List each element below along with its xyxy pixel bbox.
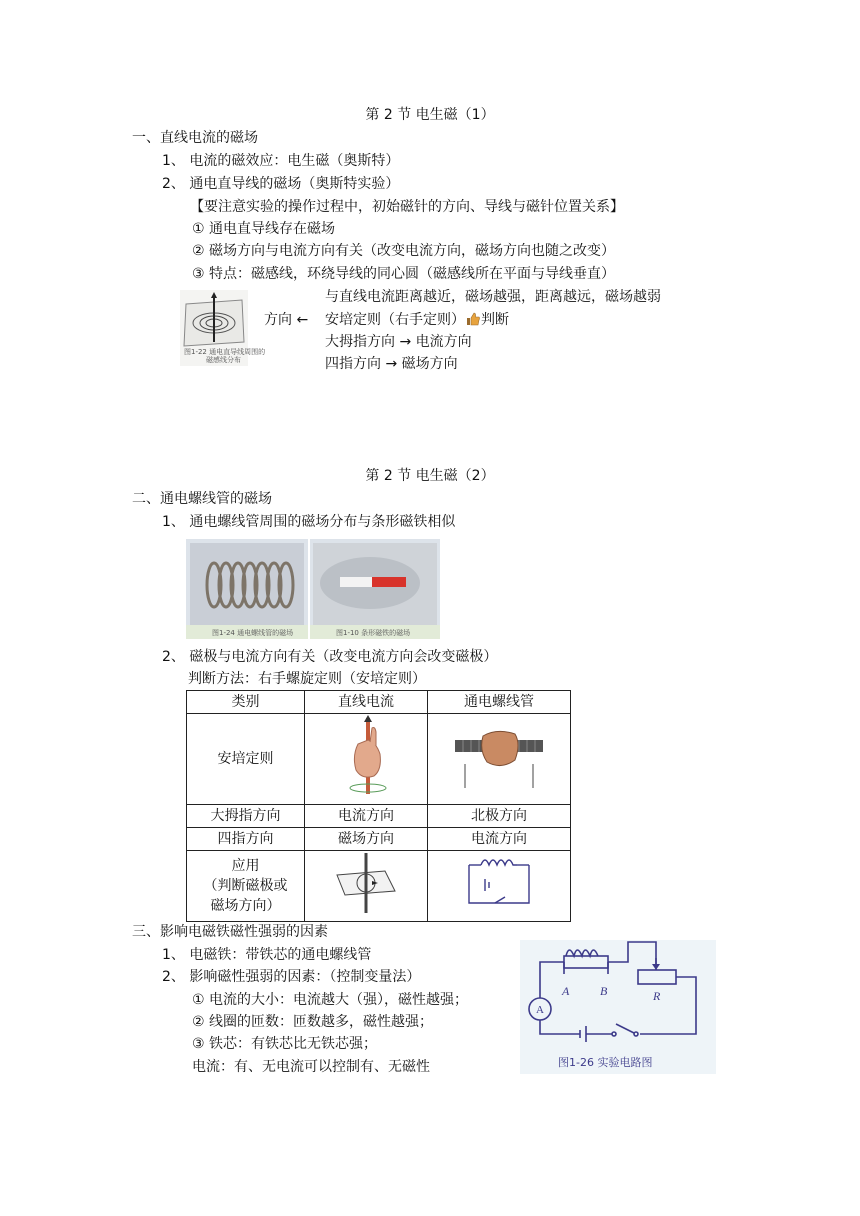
sub-point-3: ③ 特点：磁感线，环绕导线的同心圆（磁感线所在平面与导线垂直） xyxy=(192,266,615,282)
ampere-rule-table xyxy=(186,690,571,922)
figure-caption-line1: 图1-22 通电直导线周围的 xyxy=(184,348,266,356)
application-line-3: 磁场方向） xyxy=(210,898,281,914)
table-cell-application-label xyxy=(187,851,305,922)
table-cell-thumb-solenoid: 北极方向 xyxy=(428,805,571,828)
table-cell-app-wire xyxy=(305,851,428,922)
heading-solenoid: 二、通电螺线管的磁场 xyxy=(132,491,272,507)
table-cell-fingers-label: 四指方向 xyxy=(187,828,305,851)
factor-turns: ② 线圈的匝数：匝数越多，磁性越强； xyxy=(192,1014,433,1030)
current-control-note: 电流：有、无电流可以控制有、无磁性 xyxy=(192,1059,430,1075)
direction-label: 方向 ← xyxy=(264,312,309,328)
section-title-2: 第 2 节 电生磁（2） xyxy=(365,468,495,484)
factor-current: ① 电流的大小：电流越大（强），磁性越强； xyxy=(192,992,468,1008)
table-cell-app-solenoid xyxy=(428,851,571,922)
item-electromagnet-definition: 1、 电磁铁：带铁芯的通电螺线管 xyxy=(162,947,372,963)
table-header-straight-current: 直线电流 xyxy=(305,691,428,714)
ampere-rule-text: 安培定则（右手定则） xyxy=(325,312,465,328)
section-title-1: 第 2 节 电生磁（1） xyxy=(365,107,495,123)
wire-field-figure xyxy=(180,290,266,366)
application-line-2: （判断磁极或 xyxy=(203,878,288,894)
bar-magnet-field-photo xyxy=(310,539,440,639)
solenoid-circuit-figure xyxy=(459,851,539,915)
distance-strength-line: 与直线电流距离越近，磁场越强，距离越远，磁场越弱 xyxy=(325,289,661,305)
label-coil-b: B xyxy=(600,984,608,998)
judge-text: 判断 xyxy=(481,312,509,328)
right-hand-wire-figure xyxy=(326,714,406,798)
ampere-rule-line xyxy=(325,310,509,330)
thumb-direction-line: 大拇指方向 → 电流方向 xyxy=(325,334,472,350)
table-cell-fingers-solenoid: 电流方向 xyxy=(428,828,571,851)
solenoid-field-photo xyxy=(186,539,308,639)
label-rheostat-r: R xyxy=(653,989,661,1003)
experiment-note: 【要注意实验的操作过程中，初始磁针的方向、导线与磁针位置关系】 xyxy=(190,199,624,215)
solenoid-photo-caption: 图1-24 通电螺线管的磁场 xyxy=(212,629,294,637)
ammeter-symbol: A xyxy=(536,1004,544,1016)
table-cell-thumb-label: 大拇指方向 xyxy=(187,805,305,828)
table-header-solenoid: 通电螺线管 xyxy=(428,691,571,714)
experiment-circuit-diagram xyxy=(520,940,716,1074)
application-line-1: 应用 xyxy=(231,858,260,874)
factor-iron-core: ③ 铁芯：有铁芯比无铁芯强； xyxy=(192,1036,378,1052)
judging-method: 判断方法：右手螺旋定则（安培定则） xyxy=(188,671,426,687)
table-cell-fingers-wire: 磁场方向 xyxy=(305,828,428,851)
item-influencing-factors: 2、 影响磁性强弱的因素：（控制变量法） xyxy=(162,969,421,985)
item-pole-current-direction: 2、 磁极与电流方向有关（改变电流方向会改变磁极） xyxy=(162,649,498,665)
finger-direction-line: 四指方向 → 磁场方向 xyxy=(325,356,458,372)
table-cell-hand-solenoid xyxy=(428,714,571,805)
sub-point-2: ② 磁场方向与电流方向有关（改变电流方向，磁场方向也随之改变） xyxy=(192,243,615,259)
table-header-category: 类别 xyxy=(187,691,305,714)
label-coil-a: A xyxy=(562,984,570,998)
figure-caption-line2: 磁感线分布 xyxy=(206,356,241,364)
table-cell-thumb-wire: 电流方向 xyxy=(305,805,428,828)
thumb-up-icon xyxy=(466,312,480,326)
item-solenoid-similar: 1、 通电螺线管周围的磁场分布与条形磁铁相似 xyxy=(162,514,456,530)
table-cell-rule-label: 安培定则 xyxy=(187,714,305,805)
right-hand-solenoid-figure xyxy=(449,714,549,798)
circuit-caption: 图1-26 实验电路图 xyxy=(558,1056,653,1069)
item-magnetic-effect: 1、 电流的磁效应：电生磁（奥斯特） xyxy=(162,153,400,169)
table-cell-hand-wire xyxy=(305,714,428,805)
item-oersted-experiment: 2、 通电直导线的磁场（奥斯特实验） xyxy=(162,176,400,192)
heading-straight-current: 一、直线电流的磁场 xyxy=(132,130,258,146)
magnet-photo-caption: 图1-10 条形磁铁的磁场 xyxy=(336,629,411,637)
heading-electromagnet-factors: 三、影响电磁铁磁性强弱的因素 xyxy=(132,924,328,940)
sub-point-1: ① 通电直导线存在磁场 xyxy=(192,221,336,237)
wire-compass-figure xyxy=(331,851,401,915)
